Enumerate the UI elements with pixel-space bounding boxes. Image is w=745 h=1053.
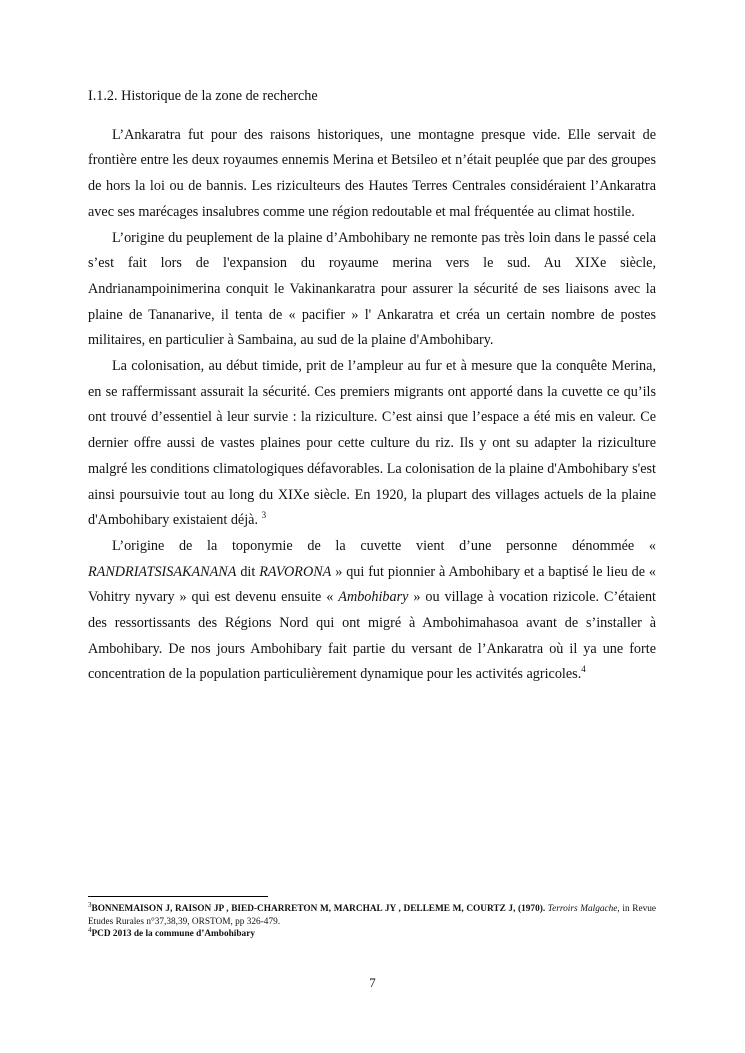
section-heading: I.1.2. Historique de la zone de recherche [88, 88, 318, 104]
footnote-separator [88, 896, 268, 897]
footnote-3-number: 3 [88, 900, 92, 909]
paragraph-1: L’Ankaratra fut pour des raisons historiques, une montagne presque vide. Elle servait de frontière entre les deux royaumes ennemis Merina et Betsileo et n’était peuplée que par des groupes de hors la loi ou de bannis. Les riziculteurs des Hautes Terres Centrales considéraient l’Ankaratra avec ses marécages insalubres comme une région redoutable et mal fréquentée au climat hostile. [88, 126, 656, 220]
footnote-3-title: Terroirs Malgache [547, 904, 618, 914]
paragraph-4-text-c: » qui fut pionnier à Ambohibary et a baptisé le lieu de « Vohitry nyvary » qui est devenu ensuite « [88, 563, 656, 606]
name-ambohibary: Ambohibary [338, 589, 409, 606]
footnote-ref-3[interactable]: 3 [261, 509, 267, 520]
paragraph-2: L’origine du peuplement de la plaine d’Ambohibary ne remonte pas très loin dans le passé cela s’est fait lors de l'expansion du royaume merina vers le sud. Au XIXe siècle, Andrianampoinimerina conquit le Vakinankaratra pour assurer la sécurité de ses liaisons avec la plaine de Tananarive, il tenta de « pacifier » l' Ankaratra et créa un certain nombre de postes militaires, en particulier à Sambaina, au sud de la plaine d'Ambohibary. [88, 229, 656, 349]
paragraph-3 [88, 354, 656, 534]
footnotes [88, 900, 656, 941]
paragraph-3-text: La colonisation, au début timide, prit de l’ampleur au fur et à mesure que la conquête Merina, en se raffermissant assurait la sécurité. Ces premiers migrants ont apporté dans la cuvette ce qu’ils ont trouvé d’essentiel à leur survie : la riziculture. C’est ainsi que l’espace a été mis en valeur. Ce dernier offre aussi de vastes plaines pour cette culture du riz. Ils y ont su adapter la riziculture malgré les conditions climatologiques défavorables. La colonisation de la plaine d'Ambohibary s'est ainsi poursuivie tout au long du XIXe siècle. En 1920, la plupart des villages actuels de la plaine d'Ambohibary existaient déjà. [88, 358, 656, 529]
footnote-4-text: PCD 2013 de la commune d’Ambohibary [91, 929, 255, 940]
footnote-ref-4[interactable]: 4 [581, 663, 586, 674]
name-ravorona: RAVORONA [259, 563, 332, 580]
paragraph-4-text-a: L’origine de la toponymie de la cuvette vient d’une personne dénommée « [112, 537, 656, 554]
body-text [88, 84, 656, 688]
footnote-3 [88, 900, 656, 928]
footnote-4 [88, 928, 656, 941]
name-randriatsisakanana: RANDRIATSISAKANANA [88, 563, 237, 580]
paragraph-4-text-b: dit [236, 563, 260, 580]
paragraph-4-text-d: » ou village à vocation rizicole. C’étaient des ressortissants des Régions Nord qui ont migré à Ambohimahasoa avant de s’installer à Ambohibary. De nos jours Ambohibary fait partie du versant de l’Ankaratra où il ya une forte concentration de la population particulièrement dynamique pour les activités agricoles. [88, 589, 657, 683]
page-number: 7 [369, 975, 376, 990]
footnote-3-authors: BONNEMAISON J, RAISON JP , BIED-CHARRETON M, MARCHAL JY , DELLEME M, COURTZ J, (1970). [91, 904, 546, 914]
paragraph-4 [88, 534, 656, 688]
footnote-4-number: 4 [88, 926, 92, 935]
footnote-3-rest: , in Revue Etudes Rurales n°37,38,39, ORSTOM, pp 326-479. [88, 904, 656, 927]
